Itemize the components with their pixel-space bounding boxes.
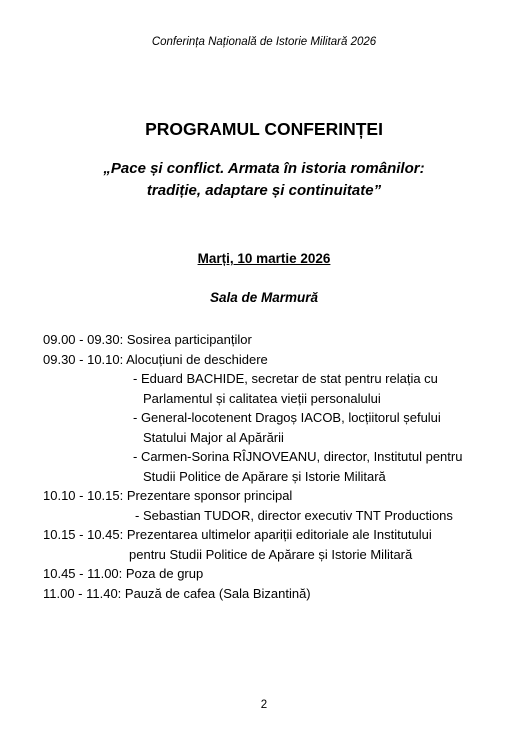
schedule-item-group-photo: 10.45 - 11.00: Poza de grup — [43, 566, 204, 581]
schedule-item-editorial-line-1: 10.15 - 10.45: Prezentarea ultimelor apariții editoriale ale Institutului — [43, 527, 432, 542]
running-header: Conferința Națională de Istorie Militară 2026 — [151, 36, 377, 48]
room-name: Sala de Marmură — [209, 290, 319, 305]
schedule-item-coffee-break: 11.00 - 11.40: Pauză de cafea (Sala Bizantină) — [43, 585, 311, 601]
page-number: 2 — [260, 699, 268, 711]
schedule-item-opening: 09.30 - 10.10: Alocuțiuni de deschidere — [43, 351, 268, 367]
schedule-item-sponsor: 10.10 - 10.15: Prezentare sponsor principal — [43, 488, 293, 503]
speaker-3-line-2: Studii Politice de Apărare și Istorie Militară — [143, 468, 386, 484]
speaker-1-line-2: Parlamentul și calitatea vieții personalului — [143, 390, 381, 406]
speaker-3-line-1: - Carmen-Sorina RÎJNOVEANU, director, Institutul pentru — [133, 449, 463, 464]
schedule-list — [43, 330, 488, 603]
schedule-item-arrival: 09.00 - 09.30: Sosirea participanților — [43, 332, 252, 347]
conference-subtitle — [0, 158, 528, 202]
subtitle-line-1: „Pace și conflict. Armata în istoria românilor: — [103, 160, 425, 177]
speaker-2-line-1: - General-locotenent Dragoș IACOB, locțiitorul șefului — [133, 410, 441, 425]
schedule-item-editorial-line-2: pentru Studii Politice de Apărare și Istorie Militară — [129, 546, 413, 562]
program-date: Marți, 10 martie 2026 — [197, 251, 331, 266]
speaker-1-line-1: - Eduard BACHIDE, secretar de stat pentru relația cu — [133, 371, 438, 386]
speaker-2-line-2: Statului Major al Apărării — [143, 429, 284, 445]
page-title: PROGRAMUL CONFERINȚEI — [145, 119, 383, 139]
sponsor-speaker: - Sebastian TUDOR, director executiv TNT Productions — [135, 507, 453, 523]
subtitle-line-2: tradiție, adaptare și continuitate” — [146, 182, 382, 199]
